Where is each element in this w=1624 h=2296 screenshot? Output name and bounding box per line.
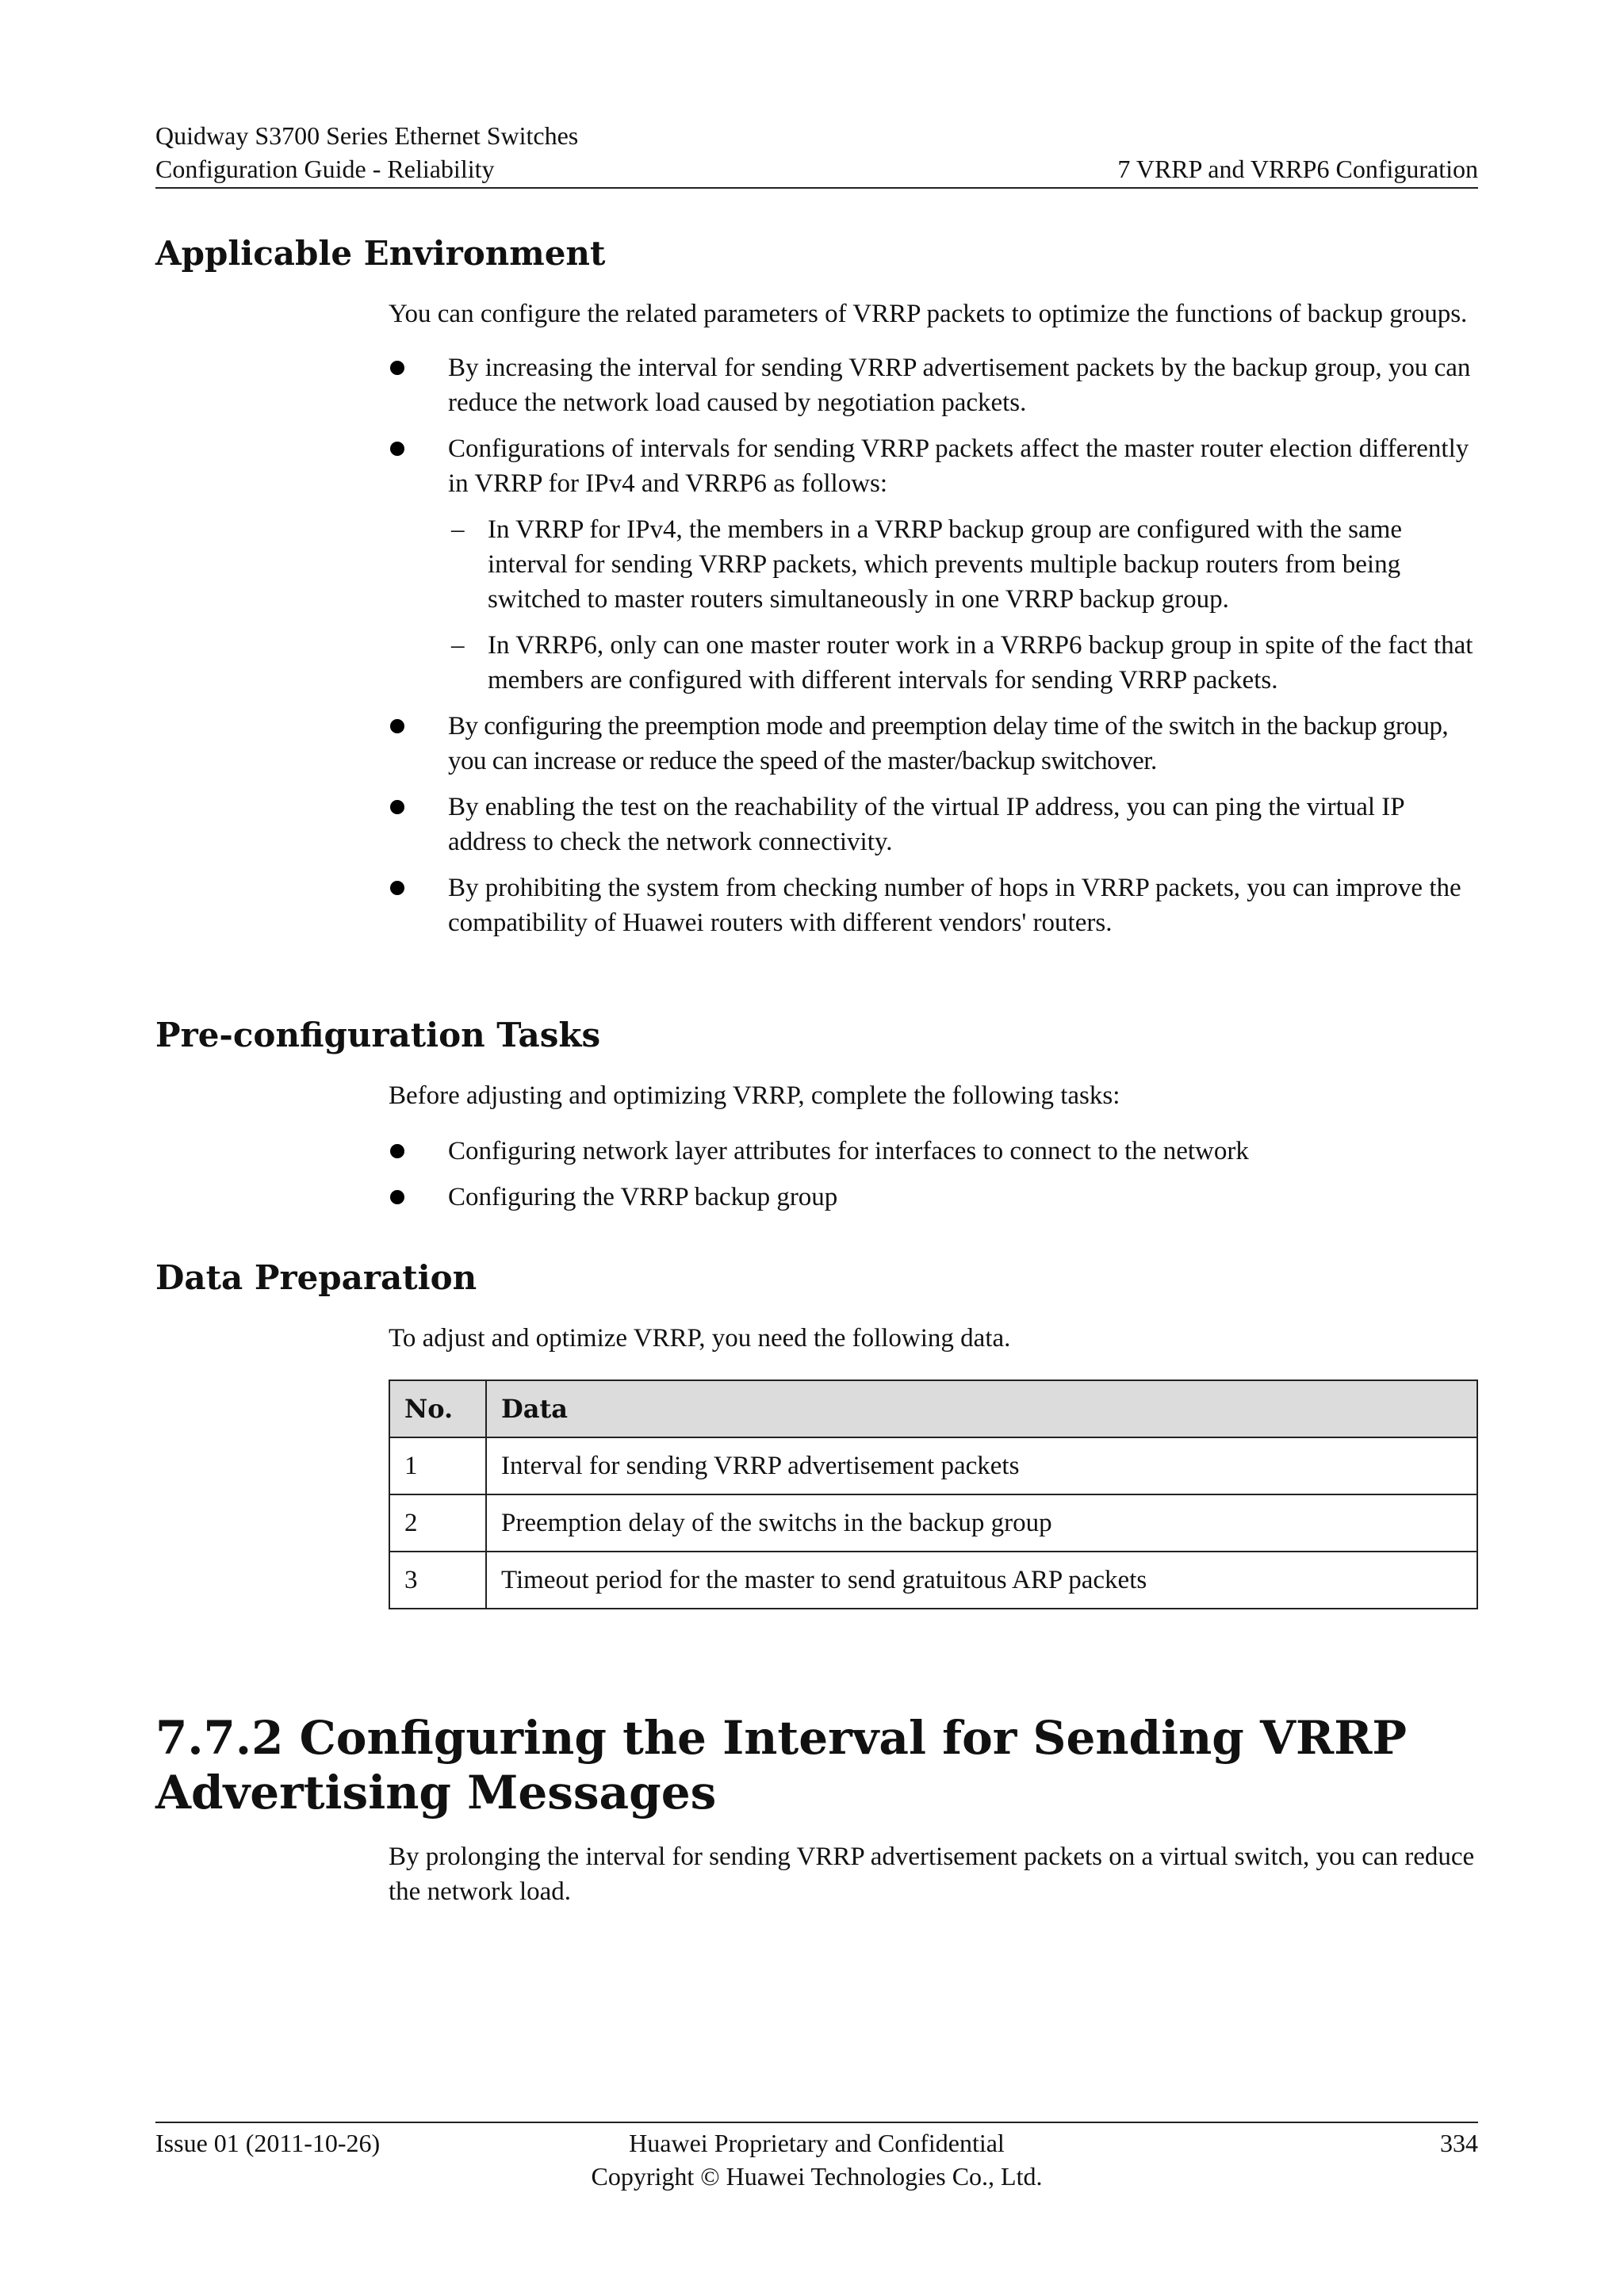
list-item <box>389 431 1478 698</box>
data-preparation-heading: Data Preparation <box>155 1258 477 1297</box>
list-item-text: Configuring the VRRP backup group <box>448 1183 838 1211</box>
table-header-row <box>389 1380 1477 1437</box>
table-cell-data: Preemption delay of the switchs in the backup group <box>486 1494 1477 1552</box>
data-table <box>389 1380 1478 1609</box>
table-cell-data: Timeout period for the master to send gratuitous ARP packets <box>486 1552 1477 1609</box>
applicable-environment-intro: You can configure the related parameters of VRRP packets to optimize the functions of backup groups. <box>389 300 1468 328</box>
table-header-no: No. <box>389 1380 486 1437</box>
bullet-dot-icon <box>390 800 404 814</box>
list-item <box>389 1180 1478 1215</box>
header-product: Quidway S3700 Series Ethernet Switches <box>155 121 579 150</box>
footer-proprietary: Huawei Proprietary and Confidential <box>629 2129 1005 2157</box>
data-preparation-body <box>389 1321 1478 1356</box>
applicable-environment-body <box>389 297 1478 940</box>
table-cell-no: 1 <box>389 1437 486 1494</box>
sub-list-item <box>448 628 1478 698</box>
applicable-environment-heading: Applicable Environment <box>155 234 606 273</box>
table-row <box>389 1437 1477 1494</box>
list-item <box>389 1134 1478 1169</box>
list-item <box>389 350 1478 420</box>
footer-issue: Issue 01 (2011-10-26) <box>155 2129 381 2157</box>
pre-configuration-heading: Pre-configuration Tasks <box>155 1016 601 1054</box>
sub-list-item-text: In VRRP6, only can one master router work in a VRRP6 backup group in spite of the fact that members are configured with different intervals for sending VRRP packets. <box>488 631 1473 695</box>
list-item-text: By enabling the test on the reachability of the virtual IP address, you can ping the virtual IP address to check the network connectivity. <box>448 793 1404 856</box>
section-772-intro: By prolonging the interval for sending VRRP advertisement packets on a virtual switch, you can reduce the network load. <box>389 1843 1475 1906</box>
table-header-data: Data <box>486 1380 1477 1437</box>
list-item <box>389 790 1478 859</box>
table-row <box>389 1494 1477 1552</box>
pre-configuration-list <box>389 1134 1478 1215</box>
footer-copyright: Copyright © Huawei Technologies Co., Ltd. <box>591 2162 1043 2191</box>
header-chapter: 7 VRRP and VRRP6 Configuration <box>1117 155 1478 183</box>
bullet-dot-icon <box>390 719 404 733</box>
table-cell-data: Interval for sending VRRP advertisement packets <box>486 1437 1477 1494</box>
table-cell-no: 3 <box>389 1552 486 1609</box>
bullet-dot-icon <box>390 1190 404 1204</box>
table-row <box>389 1552 1477 1609</box>
bullet-dot-icon <box>390 881 404 895</box>
sub-list-item-text: In VRRP for IPv4, the members in a VRRP backup group are configured with the same interval for sending VRRP packets, which prevents multiple backup routers from being switched to master routers simultaneously in one VRRP backup group. <box>488 515 1402 614</box>
list-item-text: By increasing the interval for sending VRRP advertisement packets by the backup group, you can reduce the network load caused by negotiation packets. <box>448 354 1471 417</box>
footer-center <box>155 2126 1478 2193</box>
list-item-text: By configuring the preemption mode and preemption delay time of the switch in the backup group, you can increase or reduce the speed of the master/backup switchover. <box>448 712 1449 775</box>
list-item-text: Configurations of intervals for sending VRRP packets affect the master router election differently in VRRP for IPv4 and VRRP6 as follows: <box>448 434 1469 498</box>
section-772-heading: 7.7.2 Configuring the Interval for Sending VRRP Advertising Messages <box>155 1711 1408 1820</box>
header-guide: Configuration Guide - Reliability <box>155 155 495 183</box>
list-item <box>389 871 1478 940</box>
list-item-text: By prohibiting the system from checking number of hops in VRRP packets, you can improve the compatibility of Huawei routers with different vendors' routers. <box>448 874 1461 937</box>
page-footer <box>155 2122 1478 2191</box>
pre-configuration-intro: Before adjusting and optimizing VRRP, complete the following tasks: <box>389 1081 1120 1110</box>
bullet-dot-icon <box>390 361 404 375</box>
sub-list <box>448 512 1478 698</box>
data-preparation-intro: To adjust and optimize VRRP, you need the following data. <box>389 1324 1011 1353</box>
footer-page-number: 334 <box>1440 2129 1478 2157</box>
page-header <box>155 119 1478 189</box>
pre-configuration-body <box>389 1078 1478 1215</box>
section-772-body <box>389 1839 1478 1909</box>
dash-icon: – <box>451 515 465 544</box>
applicable-environment-list <box>389 350 1478 940</box>
dash-icon: – <box>451 631 465 660</box>
bullet-dot-icon <box>390 1144 404 1158</box>
list-item <box>389 709 1478 779</box>
list-item-text: Configuring network layer attributes for interfaces to connect to the network <box>448 1137 1249 1165</box>
header-left <box>155 119 578 186</box>
bullet-dot-icon <box>390 442 404 456</box>
sub-list-item <box>448 512 1478 617</box>
table-cell-no: 2 <box>389 1494 486 1552</box>
